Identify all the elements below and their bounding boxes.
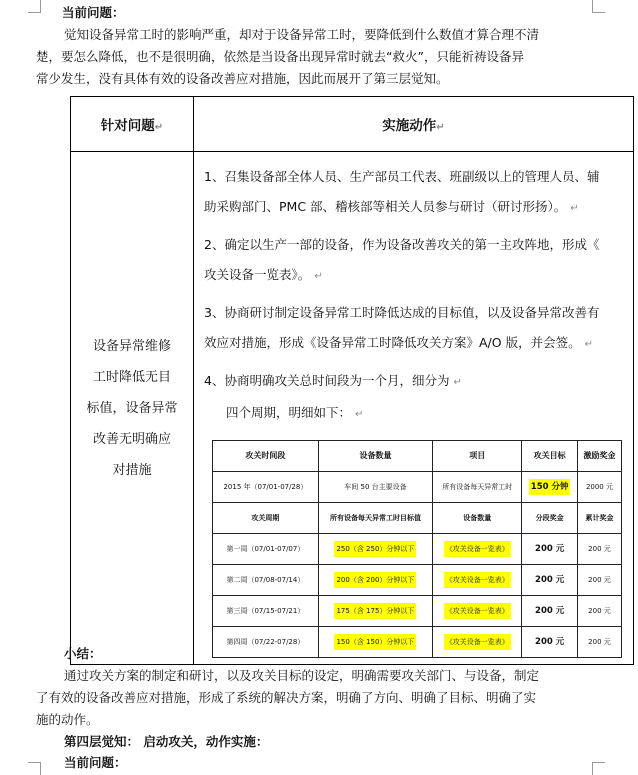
paragraph-line: 楚，要怎么降低，也不是很明确，依然是当设备出现异常时就去“救火”，只能祈祷设备异 xyxy=(36,49,524,64)
schedule-table xyxy=(212,440,622,658)
problem-line: 对措施 xyxy=(112,462,152,478)
schedule-cell: 2015 年（07/01-07/28） xyxy=(213,472,319,503)
schedule-table-image xyxy=(212,440,622,658)
paragraph-line: 觉知设备异常工时的影响严重，却对于设备异常工时，要降低到什么数值才算合理不清 xyxy=(64,27,540,42)
schedule-header: 分段奖金 xyxy=(522,503,578,534)
corner-mark xyxy=(28,762,41,775)
schedule-cell: 150 分钟 xyxy=(522,472,578,503)
action-item: 4、协商明确攻关总时间段为一个月，细分为 ↵ 四个周期，明细如下： ↵ xyxy=(204,373,462,420)
paragraph-line: 通过攻关方案的制定和研讨，以及攻关目标的设定，明确需要攻关部门、与设备，制定 xyxy=(64,668,540,683)
schedule-cell: 2000 元 xyxy=(577,472,621,503)
schedule-header: 所有设备每天异常工时目标值 xyxy=(318,503,432,534)
action-item: 1、召集设备部全体人员、生产部员工代表、班副级以上的管理人员、辅 助采购部门、PMC 部、稽核部等相关人员参与研讨（研讨形扬）。 ↵ xyxy=(204,169,600,214)
schedule-header: 项目 xyxy=(433,441,522,472)
problem-cell xyxy=(71,152,194,665)
section-heading: 当前问题： xyxy=(62,5,125,20)
schedule-header: 攻关时间段 xyxy=(213,441,319,472)
paragraph-line: 施的动作。 xyxy=(36,712,99,727)
schedule-cell: 所有设备每天异常工时 xyxy=(433,472,522,503)
problem-line: 标值，设备异常 xyxy=(86,400,178,416)
schedule-header: 攻关目标 xyxy=(522,441,578,472)
paragraph-line: 了有效的设备改善应对措施，形成了系统的解决方案，明确了方向、明确了目标、明确了实 xyxy=(36,690,537,705)
summary-heading: 小结： xyxy=(64,646,102,661)
schedule-header: 攻关周期 xyxy=(213,503,319,534)
action-cell xyxy=(194,152,634,665)
table-row: 第一周（07/01-07/07） 250（含 250）分钟以下 《攻关设备一览表》 200 元 200 元 xyxy=(213,534,622,565)
table-header-problem: 针对问题↵ xyxy=(71,97,194,152)
schedule-header: 设备数量 xyxy=(433,503,522,534)
section-heading: 第四层觉知： 启动攻关，动作实施： xyxy=(64,734,269,749)
schedule-header: 累计奖金 xyxy=(577,503,621,534)
action-item: 2、确定以生产一部的设备，作为设备改善攻关的第一主攻阵地，形成《 攻关设备一览表》。 ↵ xyxy=(204,237,600,282)
table-row: 第四周（07/22-07/28） 150（含 150）分钟以下 《攻关设备一览表》 200 元 200 元 xyxy=(213,627,622,658)
schedule-header: 设备数量 xyxy=(318,441,432,472)
corner-mark xyxy=(28,0,41,13)
table-row: 第三周（07/15-07/21） 175（含 175）分钟以下 《攻关设备一览表》 200 元 200 元 xyxy=(213,596,622,627)
action-item: 3、协商研讨制定设备异常工时降低达成的目标值，以及设备异常改善有 效应对措施，形成《设备异常工时降低攻关方案》A/O 版，并会签。 ↵ xyxy=(204,305,600,350)
problem-line: 工时降低无目 xyxy=(92,369,171,385)
section-heading: 当前问题： xyxy=(64,755,127,770)
table-header-action: 实施动作↵ xyxy=(194,97,634,152)
problem-line: 设备异常维修 xyxy=(92,338,171,354)
schedule-header: 激励奖金 xyxy=(577,441,621,472)
paragraph-line: 常少发生，没有具体有效的设备改善应对措施，因此而展开了第三层觉知。 xyxy=(36,71,449,86)
table-row: 第二周（07/08-07/14） 200（含 200）分钟以下 《攻关设备一览表》 200 元 200 元 xyxy=(213,565,622,596)
schedule-cell: 车间 50 台主要设备 xyxy=(318,472,432,503)
measures-table xyxy=(70,96,634,665)
corner-mark xyxy=(592,762,605,775)
corner-mark xyxy=(592,0,605,13)
problem-line: 改善无明确应 xyxy=(92,431,171,447)
